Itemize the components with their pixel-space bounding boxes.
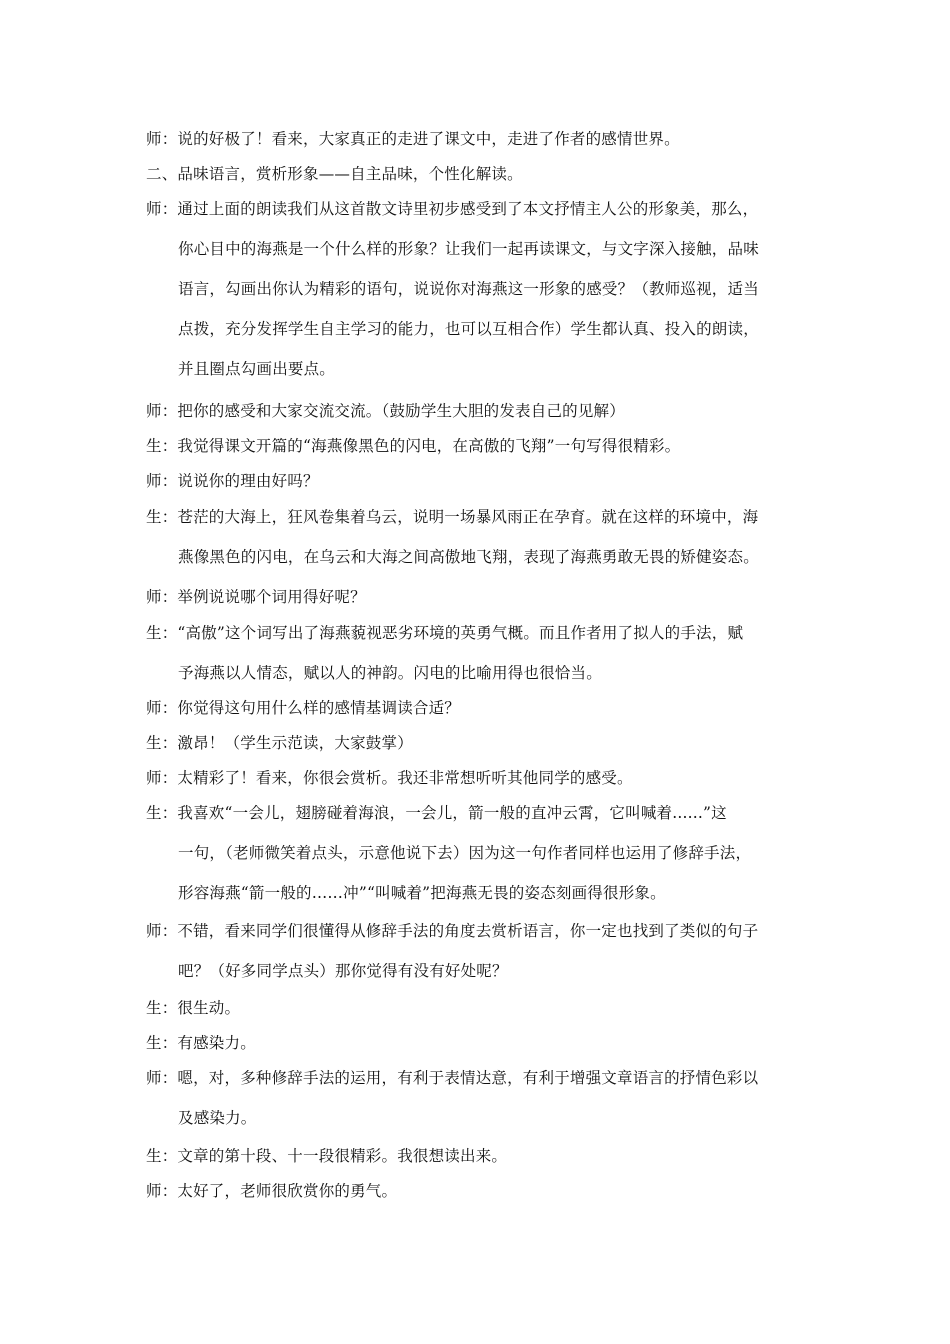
text-line: 生：有感染力。: [146, 1034, 256, 1052]
text-line: 生：激昂！（学生示范读，大家鼓掌）: [146, 734, 413, 752]
text-line: 并且圈点勾画出要点。: [178, 360, 336, 378]
text-line: 师：你觉得这句用什么样的感情基调读合适？: [146, 699, 461, 717]
text-line: 予海燕以人情态，赋以人的神韵。闪电的比喻用得也很恰当。: [178, 664, 602, 682]
text-line: 二、品味语言，赏析形象——自主品味，个性化解读。: [146, 165, 523, 183]
text-line: 师：举例说说哪个词用得好呢？: [146, 588, 366, 606]
text-line: 生：苍茫的大海上，狂风卷集着乌云，说明一场暴风雨正在孕育。就在这样的环境中，海: [146, 508, 759, 526]
text-line: 师：通过上面的朗读我们从这首散文诗里初步感受到了本文抒情主人公的形象美，那么，: [146, 200, 759, 218]
text-line: 师：不错，看来同学们很懂得从修辞手法的角度去赏析语言，你一定也找到了类似的句子: [146, 922, 759, 940]
text-line: 形容海燕“箭一般的……冲”“叫喊着”把海燕无畏的姿态刻画得很形象。: [178, 884, 666, 902]
text-line: 生：我喜欢“一会儿，翅膀碰着海浪，一会儿，箭一般的直冲云霄，它叫喊着......”这: [146, 804, 727, 822]
text-line: 师：说的好极了！看来，大家真正的走进了课文中，走进了作者的感情世界。: [146, 130, 680, 148]
text-line: 师：把你的感受和大家交流交流。（鼓励学生大胆的发表自己的见解）: [146, 402, 625, 420]
text-line: 生：“高傲”这个词写出了海燕藐视恶劣环境的英勇气概。而且作者用了拟人的手法，赋: [146, 624, 744, 642]
text-line: 燕像黑色的闪电，在乌云和大海之间高傲地飞翔，表现了海燕勇敢无畏的矫健姿态。: [178, 548, 759, 566]
text-line: 及感染力。: [178, 1109, 257, 1127]
text-line: 吧？（好多同学点头）那你觉得有没有好处呢？: [178, 962, 508, 980]
text-line: 生：我觉得课文开篇的“海燕像黑色的闪电，在高傲的飞翔”一句写得很精彩。: [146, 437, 681, 455]
text-line: 师：嗯，对，多种修辞手法的运用，有利于表情达意，有利于增强文章语言的抒情色彩以: [146, 1069, 759, 1087]
text-line: 生：文章的第十段、十一段很精彩。我很想读出来。: [146, 1147, 508, 1165]
text-line: 师：太精彩了！看来，你很会赏析。我还非常想听听其他同学的感受。: [146, 769, 633, 787]
text-line: 语言，勾画出你认为精彩的语句，说说你对海燕这一形象的感受？（教师巡视，适当: [178, 280, 759, 298]
text-line: 你心目中的海燕是一个什么样的形象？让我们一起再读课文，与文字深入接触，品味: [178, 240, 759, 258]
text-line: 生：很生动。: [146, 999, 241, 1017]
text-line: 师：说说你的理由好吗？: [146, 472, 319, 490]
text-line: 点拨，充分发挥学生自主学习的能力，也可以互相合作）学生都认真、投入的朗读，: [178, 320, 759, 338]
text-line: 一句，（老师微笑着点头，示意他说下去）因为这一句作者同样也运用了修辞手法，: [178, 844, 752, 862]
text-line: 师：太好了，老师很欣赏你的勇气。: [146, 1182, 398, 1200]
